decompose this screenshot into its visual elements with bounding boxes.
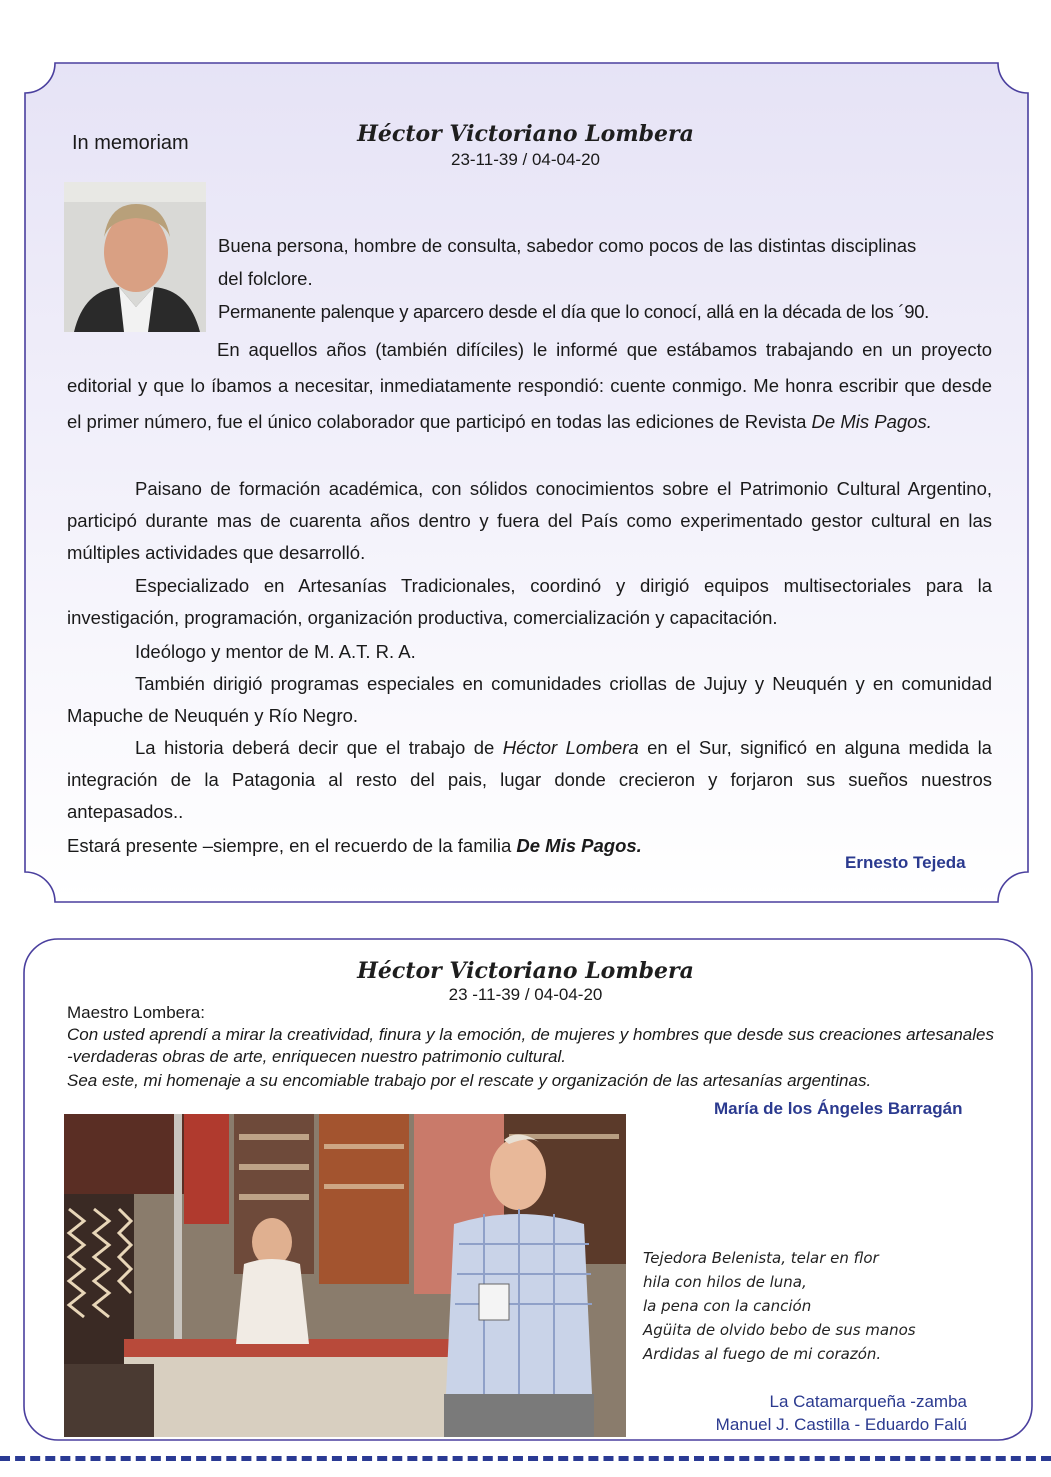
poem-line-2: hila con hilos de luna, xyxy=(643,1273,807,1291)
exhibition-photo xyxy=(64,1114,626,1437)
paragraph-5: Ideólogo y mentor de M. A.T. R. A. xyxy=(135,641,416,662)
song-title: La Catamarqueña -zamba xyxy=(769,1392,967,1411)
poem xyxy=(643,1246,916,1366)
signature-ernesto: Ernesto Tejeda xyxy=(845,853,966,872)
salutation: Maestro Lombera: xyxy=(67,1003,205,1022)
quote-2: Sea este, mi homenaje a su encomiable trabajo por el rescate y organización de las artesanías argentinas. xyxy=(67,1071,872,1090)
paragraph-2-text: En aquellos años (también difíciles) le informé que estábamos trabajando en un proyecto editorial y que lo íbamos a necesitar, inmediatamente respondió: cuente conmigo. Me honra escribir que desde el primer número, fue el único colaborador que participó en todas las ediciones de Revista xyxy=(67,339,992,432)
poem-line-4: Agüita de olvido bebo de sus manos xyxy=(643,1321,916,1339)
paragraph-6: También dirigió programas especiales en comunidades criollas de Jujuy y Neuquén y en comunidad Mapuche de Neuquén y Río Negro. xyxy=(67,673,992,726)
paragraph-4: Especializado en Artesanías Tradicionales, coordinó y dirigió equipos multisectoriales para la investigación, programación, organización productiva, comercialización y capacitación. xyxy=(67,575,992,628)
section-2-dates: 23 -11-39 / 04-04-20 xyxy=(448,985,603,1004)
paragraph-7 xyxy=(67,732,992,828)
paragraph-7-text-b: en el Sur, significó en alguna medida la integración de la Patagonia al resto del pais, lugar donde crecieron y forjaron sus sueños nuestros antepasados.. xyxy=(67,737,992,822)
in-memoriam-label: In memoriam xyxy=(72,132,189,154)
poem-line-3: la pena con la canción xyxy=(643,1297,812,1315)
dashed-divider xyxy=(0,1456,1051,1461)
portrait-photo xyxy=(64,182,206,332)
poem-line-5: Ardidas al fuego de mi corazón. xyxy=(643,1345,882,1363)
magazine-name: De Mis Pagos. xyxy=(811,411,932,432)
paragraph-7-text-a: La historia deberá decir que el trabajo de xyxy=(135,737,503,758)
section-2-title: Héctor Victoriano Lombera xyxy=(357,958,694,984)
dates: 23-11-39 / 04-04-20 xyxy=(450,150,600,169)
paragraph-8-text: Estará presente –siempre, en el recuerdo de la familia xyxy=(67,835,517,856)
song-authors: Manuel J. Castilla - Eduardo Falú xyxy=(715,1415,967,1434)
paragraph-8-magazine: De Mis Pagos. xyxy=(516,835,642,856)
signature-maria: María de los Ángeles Barragán xyxy=(714,1099,963,1118)
song-credit xyxy=(716,1390,967,1436)
paragraph-7-name: Héctor Lombera xyxy=(502,737,639,758)
quote-1: Con usted aprendí a mirar la creatividad, finura y la emoción, de mujeres y hombres que desde sus creaciones artesanales -verdaderas obras de arte, enriquecen nuestro patrimonio cultural. xyxy=(67,1025,994,1066)
paragraph-2 xyxy=(67,332,992,440)
paragraph-3: Paisano de formación académica, con sólidos conocimientos sobre el Patrimonio Cultural Argentino, participó durante mas de cuarenta años dentro y fuera del País como experimentado gestor cultural en las múltiples actividades que desarrolló. xyxy=(67,478,992,563)
paragraph-1-line-1: Buena persona, hombre de consulta, sabedor como pocos de las distintas disciplinas xyxy=(218,235,917,256)
paragraph-1-line-3: Permanente palenque y aparcero desde el día que lo conocí, allá en la década de los ´90. xyxy=(218,301,930,322)
page-title: Héctor Victoriano Lombera xyxy=(357,121,694,147)
paragraph-1-line-2: del folclore. xyxy=(218,268,313,289)
poem-line-1: Tejedora Belenista, telar en flor xyxy=(643,1249,879,1267)
